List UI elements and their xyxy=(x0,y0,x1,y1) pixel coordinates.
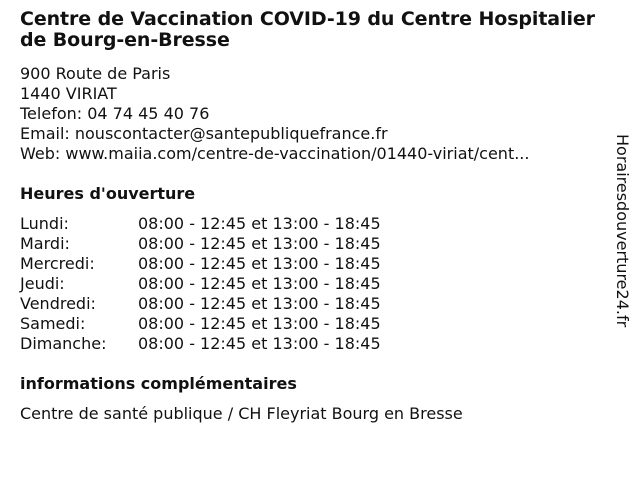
hours-value: 08:00 - 12:45 et 13:00 - 18:45 xyxy=(138,234,381,253)
day-label: Samedi: xyxy=(20,314,86,333)
hours-row-tuesday xyxy=(20,234,440,254)
hours-row-wednesday xyxy=(20,254,440,274)
phone-number: Telefon: 04 74 45 40 76 xyxy=(20,104,210,123)
hours-value: 08:00 - 12:45 et 13:00 - 18:45 xyxy=(138,334,381,353)
opening-hours-table xyxy=(20,214,440,354)
day-label: Mercredi: xyxy=(20,254,95,273)
hours-value: 08:00 - 12:45 et 13:00 - 18:45 xyxy=(138,274,381,293)
hours-row-thursday xyxy=(20,274,440,294)
day-label: Vendredi: xyxy=(20,294,96,313)
website-link[interactable]: Web: www.maiia.com/centre-de-vaccination/01440-viriat/cent... xyxy=(20,144,530,163)
street-address: 900 Route de Paris xyxy=(20,64,171,83)
hours-value: 08:00 - 12:45 et 13:00 - 18:45 xyxy=(138,214,381,233)
hours-row-saturday xyxy=(20,314,440,334)
hours-value: 08:00 - 12:45 et 13:00 - 18:45 xyxy=(138,254,381,273)
opening-hours-heading: Heures d'ouverture xyxy=(20,184,196,203)
city: 1440 VIRIAT xyxy=(20,84,117,103)
additional-info-heading: informations complémentaires xyxy=(20,374,297,393)
hours-row-friday xyxy=(20,294,440,314)
address-block xyxy=(20,64,610,164)
hours-row-sunday xyxy=(20,334,440,354)
day-label: Jeudi: xyxy=(20,274,65,293)
email-address: Email: nouscontacter@santepubliquefrance.fr xyxy=(20,124,388,143)
day-label: Lundi: xyxy=(20,214,69,233)
day-label: Dimanche: xyxy=(20,334,107,353)
hours-value: 08:00 - 12:45 et 13:00 - 18:45 xyxy=(138,294,381,313)
additional-info-text: Centre de santé publique / CH Fleyriat Bourg en Bresse xyxy=(20,404,463,423)
hours-row-monday xyxy=(20,214,440,234)
hours-value: 08:00 - 12:45 et 13:00 - 18:45 xyxy=(138,314,381,333)
day-label: Mardi: xyxy=(20,234,70,253)
site-watermark: Horairesdouverture24.fr xyxy=(613,134,632,328)
page-title: Centre de Vaccination COVID-19 du Centre Hospitalier de Bourg-en-Bresse xyxy=(20,8,595,51)
